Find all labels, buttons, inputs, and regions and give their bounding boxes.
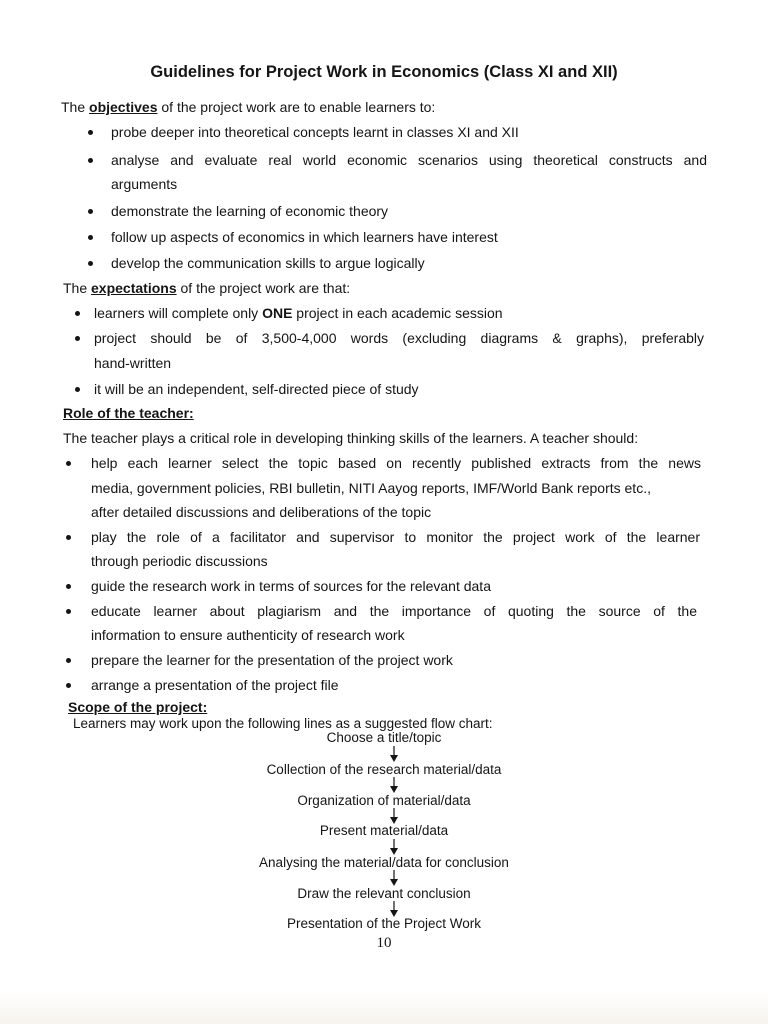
teacher-item: prepare the learner for the presentation of the project work xyxy=(91,652,453,668)
scope-heading: Scope of the project: xyxy=(68,699,208,715)
document-title: Guidelines for Project Work in Economics (Class XI and XII) xyxy=(150,63,618,81)
expectation-item xyxy=(94,305,503,321)
bullet-icon xyxy=(66,461,71,466)
teacher-heading: Role of the teacher: xyxy=(63,405,194,421)
objective-item: follow up aspects of economics in which learners have interest xyxy=(111,229,498,245)
bullet-icon xyxy=(66,584,71,589)
bullet-icon xyxy=(88,158,93,163)
objective-item: probe deeper into theoretical concepts learnt in classes XI and XII xyxy=(111,124,519,140)
arrow-down-icon xyxy=(389,746,399,762)
arrow-down-icon xyxy=(389,808,399,824)
arrow-down-icon xyxy=(389,901,399,917)
teacher-item-continuation: through periodic discussions xyxy=(91,553,268,569)
bullet-icon xyxy=(75,387,80,392)
flow-step: Present material/data xyxy=(319,823,449,838)
teacher-item-continuation: information to ensure authenticity of research work xyxy=(91,627,405,643)
flow-step: Organization of material/data xyxy=(297,793,471,808)
expectation-text: learners will complete only xyxy=(94,305,263,321)
bullet-icon xyxy=(88,209,93,214)
teacher-item-continuation: media, government policies, RBI bulletin, NITI Aayog reports, IMF/World Bank reports etc., xyxy=(91,480,651,496)
bullet-icon xyxy=(88,235,93,240)
expectation-item: it will be an independent, self-directed piece of study xyxy=(94,381,419,397)
expectation-text: project in each academic session xyxy=(292,305,503,321)
expectation-item: project should be of 3,500-4,000 words (excluding diagrams & graphs), preferably xyxy=(94,330,704,346)
bullet-icon xyxy=(88,261,93,266)
objective-item-continuation: arguments xyxy=(111,176,178,192)
flow-step: Presentation of the Project Work xyxy=(286,916,482,931)
bullet-icon xyxy=(75,311,80,316)
teacher-intro: The teacher plays a critical role in developing thinking skills of the learners. A teacher should: xyxy=(63,430,639,446)
expectations-intro xyxy=(63,280,350,296)
bullet-icon xyxy=(75,336,80,341)
teacher-item: educate learner about plagiarism and the importance of quoting the source of the xyxy=(91,603,697,619)
bullet-icon xyxy=(66,683,71,688)
flow-step: Analysing the material/data for conclusion xyxy=(259,855,509,870)
scope-intro: Learners may work upon the following lines as a suggested flow chart: xyxy=(73,716,493,731)
objectives-intro-before: The xyxy=(61,99,90,115)
objectives-intro xyxy=(61,99,435,115)
arrow-down-icon xyxy=(389,777,399,793)
teacher-item: guide the research work in terms of sources for the relevant data xyxy=(91,578,491,594)
teacher-item-continuation: after detailed discussions and deliberations of the topic xyxy=(91,504,432,520)
expectations-intro-before: The xyxy=(63,280,92,296)
expectations-intro-after: of the project work are that: xyxy=(176,280,351,296)
bullet-icon xyxy=(66,535,71,540)
objectives-keyword: objectives xyxy=(89,99,158,115)
teacher-item: help each learner select the topic based on recently published extracts from the news xyxy=(91,455,701,471)
bullet-icon xyxy=(88,130,93,135)
page-edge-shadow xyxy=(0,990,768,1024)
objective-item: analyse and evaluate real world economic scenarios using theoretical constructs and xyxy=(111,152,707,168)
objectives-intro-after: of the project work are to enable learners to: xyxy=(157,99,436,115)
objective-item: demonstrate the learning of economic theory xyxy=(111,203,389,219)
bullet-icon xyxy=(66,658,71,663)
expectation-emphasis: ONE xyxy=(262,305,293,321)
teacher-item: arrange a presentation of the project file xyxy=(91,677,339,693)
page-number: 10 xyxy=(376,935,392,951)
expectations-keyword: expectations xyxy=(91,280,177,296)
teacher-item: play the role of a facilitator and supervisor to monitor the project work of the learner xyxy=(91,529,700,545)
arrow-down-icon xyxy=(389,839,399,855)
flow-step: Draw the relevant conclusion xyxy=(297,886,471,901)
flow-step: Collection of the research material/data xyxy=(266,762,502,777)
arrow-down-icon xyxy=(389,870,399,886)
objective-item: develop the communication skills to argue logically xyxy=(111,255,425,271)
expectation-item-continuation: hand-written xyxy=(94,355,172,371)
flow-step: Choose a title/topic xyxy=(326,730,442,745)
bullet-icon xyxy=(66,609,71,614)
